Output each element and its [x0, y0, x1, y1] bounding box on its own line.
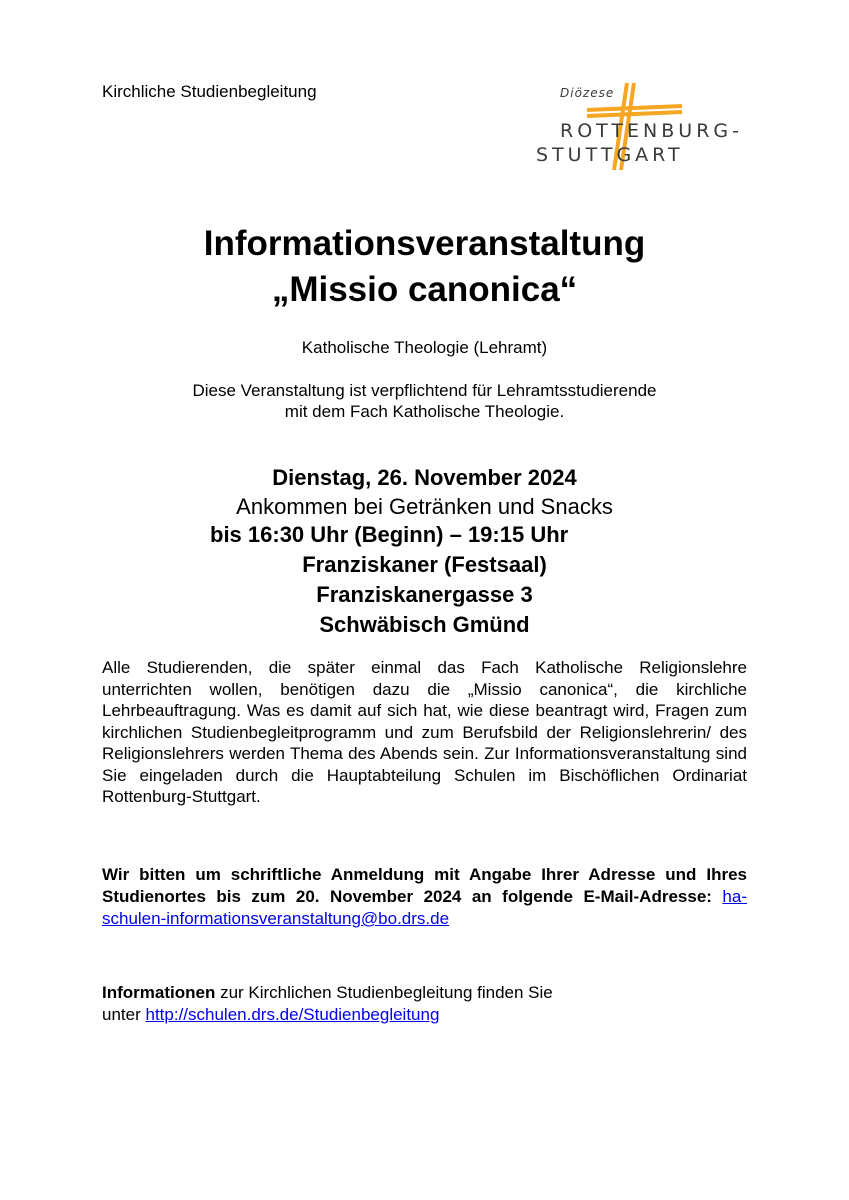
diocese-logo	[532, 78, 743, 173]
registration-paragraph	[102, 864, 747, 930]
event-street: Franziskanergasse 3	[316, 582, 533, 607]
event-arrival: Ankommen bei Getränken und Snacks	[236, 494, 613, 519]
info-text2: unter	[102, 1005, 146, 1024]
subtitle: Katholische Theologie (Lehramt)	[301, 338, 548, 357]
obligation-line1: Diese Veranstaltung ist verpflichtend für Lehramtsstudierende	[192, 381, 657, 400]
event-date: Dienstag, 26. November 2024	[272, 465, 577, 490]
obligation-line2: mit dem Fach Katholische Theologie.	[284, 402, 565, 421]
info-paragraph	[102, 982, 747, 1026]
page-title: Informationsveranstaltung	[203, 224, 646, 263]
info-bold: Informationen	[102, 983, 216, 1002]
event-city: Schwäbisch Gmünd	[319, 612, 530, 637]
page-title-sub: „Missio canonica“	[271, 270, 578, 309]
logo-line2: ROTTENBURG-	[560, 120, 743, 142]
event-venue: Franziskaner (Festsaal)	[302, 552, 547, 577]
header-kicker: Kirchliche Studienbegleitung	[102, 82, 317, 101]
logo-line3: STUTTGART	[536, 144, 684, 166]
email-link[interactable]: ha-schulen-informationsveranstaltung@bo.drs.de	[102, 887, 747, 928]
event-time: bis 16:30 Uhr (Beginn) – 19:15 Uhr	[210, 522, 569, 547]
info-text1: zur Kirchlichen Studienbegleitung finden Sie	[215, 983, 553, 1002]
registration-text: Wir bitten um schriftliche Anmeldung mit Angabe Ihrer Adresse und Ihres Studienortes bis zum 20. November 2024 an folgende E-Mail-Adresse:	[102, 865, 747, 906]
info-link[interactable]: http://schulen.drs.de/Studienbegleitung	[145, 1005, 440, 1024]
logo-line1: Diözese	[560, 86, 615, 100]
body-paragraph: Alle Studierenden, die später einmal das Fach Katholische Religionslehre unterrichten wollen, benötigen dazu die „Missio canonica“, die kirchliche Lehrbeauftragung. Was es damit auf sich hat, wie diese beantragt wird, Fragen zum kirchlichen Studienbegleitprogramm und zum Berufsbild der Religionslehrerin/ des Religionslehrers werden Thema des Abends sein. Zur Informationsveranstaltung sind Sie eingeladen durch die Hauptabteilung Schulen im Bischöflichen Ordinariat Rottenburg-Stuttgart.	[102, 658, 747, 806]
